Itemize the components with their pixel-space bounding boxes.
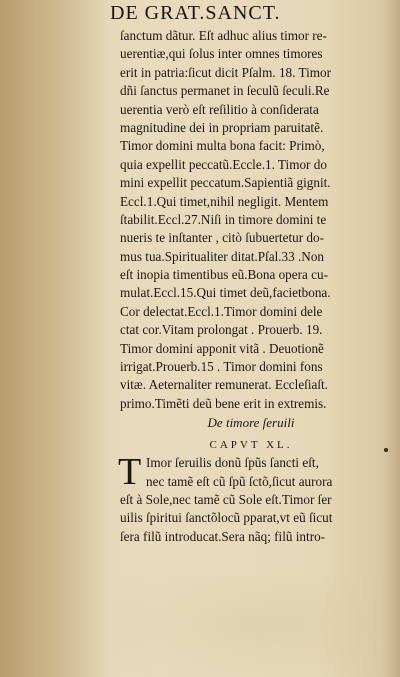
- paper-stain: [112, 575, 392, 675]
- chapter-text: [118, 451, 382, 546]
- chapter-number: CAPVT XL.: [209, 439, 293, 452]
- text-line: eſt inopia timentibus eũ.Bona opera cu-: [120, 267, 329, 283]
- text-line: magnitudine dei in propriam paruitatẽ.: [120, 119, 324, 135]
- drop-cap: T: [118, 451, 142, 494]
- text-line: uerentia verò eſt reſilitio à conſiderata: [120, 101, 319, 117]
- text-line: mini expellit peccatum.Sapientiã gignit.: [120, 175, 331, 191]
- text-line: mulat.Eccl.15.Qui timet deũ,facietbona.: [120, 285, 331, 301]
- text-line: vitæ. Aeternaliter remunerat. Eccleſiaſt.: [120, 377, 328, 393]
- binding-shadow: [0, 0, 110, 677]
- text-line: irrigat.Prouerb.15 . Timor domini fons: [120, 359, 323, 375]
- text-line: mus tua.Spiritualiter ditat.Pſal.33 .Non: [120, 248, 325, 264]
- running-head: DE GRAT.SANCT.: [110, 2, 281, 24]
- body-text: [120, 27, 382, 546]
- text-line: uerentiæ,qui ſolus inter omnes timores: [120, 46, 323, 62]
- text-line: ſtabilit.Eccl.27.Niſi in timore domini te: [120, 211, 327, 227]
- text-line: Imor ſeruilis donũ ſpũs ſancti eſt,: [146, 455, 319, 471]
- text-line: erit in patria:ſicut dicit Pſalm. 18. Timor: [120, 64, 331, 80]
- text-line: Timor domini apponit vitã . Deuotionẽ: [120, 340, 324, 356]
- text-line: quia expellit peccatũ.Eccle.1. Timor do: [120, 156, 327, 172]
- text-line: eſt à Sole,nec tamẽ cũ Sole eſt.Timor ſer: [120, 491, 332, 507]
- text-line: nec tamẽ eſt cũ ſpũ ſctõ,ſicut aurora: [146, 473, 333, 489]
- text-line: Eccl.1.Qui timet,nihil negligit. Mentem: [120, 193, 329, 209]
- text-line: uilis ſpiritui ſanctõlocũ pparat,vt eũ ſicut: [120, 510, 333, 526]
- text-line: nueris te inſtanter , citò ſubuertetur do-: [120, 230, 324, 246]
- text-line: ſera filũ introducat.Sera nãq; filũ intro-: [120, 528, 326, 544]
- text-line: ctat cor.Vitam prolongat . Prouerb. 19.: [120, 322, 323, 338]
- chapter-title: De timore ſeruili: [207, 415, 295, 431]
- text-line: Timor domini multa bona facit: Primò,: [120, 138, 325, 154]
- text-line: Cor delectat.Eccl.1.Timor domini dele: [120, 303, 323, 319]
- text-line: ſanctum dãtur. Eſt adhuc alius timor re-: [120, 28, 327, 43]
- text-line: primo.Timẽti deũ bene erit in extremis.: [120, 395, 327, 411]
- margin-mark: [384, 448, 388, 452]
- text-line: dñi ſanctus permanet in ſeculũ ſeculi.Re: [120, 83, 330, 99]
